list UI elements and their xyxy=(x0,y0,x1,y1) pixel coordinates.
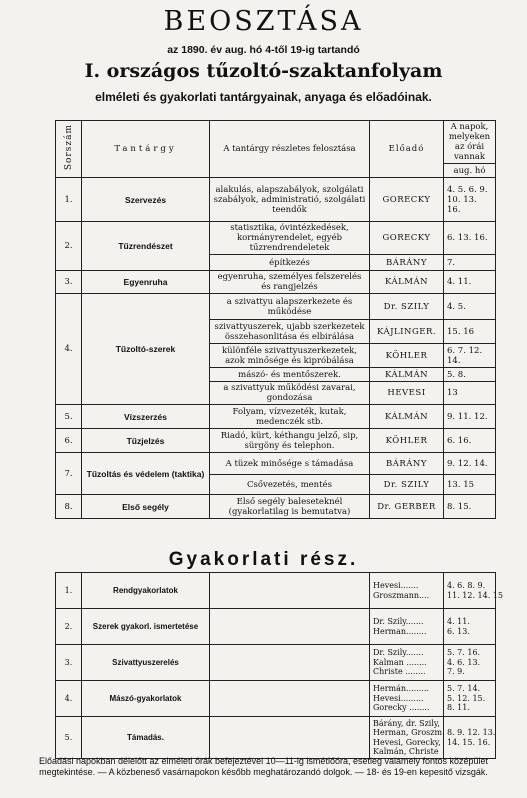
day-list: 4. 11. xyxy=(447,617,470,626)
lecture-days: 6. 13. 16. xyxy=(444,222,496,255)
subject-name: Egyenruha xyxy=(82,271,210,294)
table-row xyxy=(56,429,496,453)
lecturer-name: Hevesi....... xyxy=(373,581,419,590)
lecturer-name: Hermán......... xyxy=(373,684,429,694)
row-number: 3. xyxy=(56,645,82,681)
lecture-days: 4. 11. xyxy=(444,271,496,294)
day-list: 14. 15. 16. xyxy=(447,737,491,747)
lecturer-list xyxy=(370,717,444,759)
lecturer-name: KÁLMÁN xyxy=(370,271,444,294)
lecture-days: 15. 16 xyxy=(444,320,496,344)
lecturer-list xyxy=(370,681,444,717)
lecturer-name: KÖHLER xyxy=(370,429,444,453)
subject-detail: a szivattyu alapszerkezete és működése xyxy=(210,294,370,320)
day-list: 6. 13. xyxy=(447,626,470,636)
lecturer-list xyxy=(370,645,444,681)
document-subtitle: az 1890. év aug. hó 4-től 19-ig tartandó xyxy=(167,44,360,56)
row-number: 5. xyxy=(56,405,82,429)
lecturer-name: Dr. SZILY xyxy=(370,294,444,320)
lecturer-name: Kalmán, Christe xyxy=(373,747,439,756)
lecture-days: 4. 5. 6. 9. 10. 13. 16. xyxy=(444,178,496,222)
subject-detail: egyenruha, személyes felszerelés és rangjelzés xyxy=(210,271,370,294)
lecture-days: 13. 15 xyxy=(444,475,496,495)
row-number: 1. xyxy=(56,178,82,222)
lecture-days: 6. 7. 12. 14. xyxy=(444,344,496,368)
subject-detail: statisztika, óvintézkedések, kormányrendelet, egyéb tűzrendrendeletek xyxy=(210,222,370,255)
subject-detail: Riadó, kürt, kéthangu jelző, sip, sürgöny és telephon. xyxy=(210,429,370,453)
lecturer-name: BÁRÁNY xyxy=(370,255,444,271)
row-number: 8. xyxy=(56,495,82,519)
day-list: 5. 7. 16. xyxy=(447,648,481,658)
lecture-days: 13 xyxy=(444,382,496,405)
lecturer-name: KÁLMÁN xyxy=(370,405,444,429)
lecturer-name: KÁLMÁN xyxy=(370,368,444,382)
subject-name: Első segély xyxy=(82,495,210,519)
subject-detail: Folyam, vízvezeték, kutak, medenczék stb. xyxy=(210,405,370,429)
table-row xyxy=(56,453,496,475)
subject-detail: alakulás, alapszabályok, szolgálati szabályok, administratió, szolgálati teendők xyxy=(210,178,370,222)
subject-detail: a szivattyuk működési zavarai, gondozása xyxy=(210,382,370,405)
row-number: 4. xyxy=(56,681,82,717)
table-row xyxy=(56,573,496,609)
empty-cell xyxy=(210,573,370,609)
lecturer-name: Bárány, dr. Szily, xyxy=(373,718,440,728)
lecturer-name: BÁRÁNY xyxy=(370,453,444,475)
column-header-detail: A tantárgy részletes felosztása xyxy=(210,121,370,178)
table-row xyxy=(56,645,496,681)
lecturer-name: Herman, Groszm. xyxy=(373,728,445,737)
lecture-days: 4. 5. xyxy=(444,294,496,320)
day-list: 11. 12. 14. 15 xyxy=(447,590,503,600)
table-row xyxy=(56,609,496,645)
row-number: 7. xyxy=(56,453,82,495)
lecturer-name: KÖHLER xyxy=(370,344,444,368)
empty-cell xyxy=(210,681,370,717)
practical-schedule-table xyxy=(55,572,503,759)
lecturer-name: Christe ........ xyxy=(373,667,426,677)
table-row xyxy=(56,294,496,320)
lecturer-name: Gorecky ........ xyxy=(373,703,430,713)
row-number: 5. xyxy=(56,717,82,759)
subject-detail: mászó- és mentőszerek. xyxy=(210,368,370,382)
lecturer-name: GORECKY xyxy=(370,222,444,255)
day-list: 5. 12. 15. xyxy=(447,693,486,703)
lecturer-list xyxy=(370,573,444,609)
practical-section-title: Gyakorlati rész. xyxy=(168,549,359,570)
lecturer-name: Hevesi, Gorecky, xyxy=(373,737,441,747)
lecturer-list xyxy=(370,609,444,645)
empty-cell xyxy=(210,645,370,681)
day-list: 5. 7. 14. xyxy=(447,684,481,694)
table-row xyxy=(56,271,496,294)
lecturer-name: Dr. GERBER xyxy=(370,495,444,519)
document-title: BEOSZTÁSA xyxy=(163,6,364,37)
lecture-days: 9. 12. 14. xyxy=(444,453,496,475)
row-number: 6. xyxy=(56,429,82,453)
subject-name: Tűzoltás és védelem (taktika) xyxy=(82,453,210,495)
subject-detail: Első segély baleseteknél (gyakorlatilag is bemutatva) xyxy=(210,495,370,519)
lecturer-name: KÁJLINGER. xyxy=(370,320,444,344)
lecture-days xyxy=(444,681,496,717)
row-number: 2. xyxy=(56,222,82,271)
lecture-days xyxy=(444,609,496,645)
day-list: 4. 6. 8. 9. xyxy=(447,581,486,590)
subject-name: Támadás. xyxy=(82,717,210,759)
lecturer-name: Dr. Szily....... xyxy=(373,648,424,658)
lecture-days: 7. xyxy=(444,255,496,271)
lecture-days xyxy=(444,645,496,681)
empty-cell xyxy=(210,717,370,759)
column-header-month: aug. hó xyxy=(444,164,496,178)
subject-detail: szivattyuszerek, ujabb szerkezetek összehasonlitása és elbirálása xyxy=(210,320,370,344)
subject-name: Szerek gyakorl. ismertetése xyxy=(82,609,210,645)
course-title: I. országos tűzoltó-szaktanfolyam xyxy=(84,60,443,82)
lecturer-name: Groszmann.... xyxy=(373,590,430,600)
lecturer-name: HEVESI xyxy=(370,382,444,405)
row-number: 1. xyxy=(56,573,82,609)
lecture-days xyxy=(444,717,496,759)
column-header-number: Sorszám xyxy=(56,121,82,178)
subject-name: Tűzrendészet xyxy=(82,222,210,271)
subject-name: Szivattyuszerelés xyxy=(82,645,210,681)
day-list: 8. 9. 12. 13. xyxy=(447,728,496,737)
day-list: 7. 9. xyxy=(447,667,465,677)
row-number: 2. xyxy=(56,609,82,645)
lecture-days: 5. 8. xyxy=(444,368,496,382)
lecturer-name: Dr. SZILY xyxy=(370,475,444,495)
subject-name: Mászó-gyakorlatok xyxy=(82,681,210,717)
lecturer-name: GORECKY xyxy=(370,178,444,222)
subject-detail: különféle szivattyuszerkezetek, azok minősége és kipróbálása xyxy=(210,344,370,368)
course-description: elméleti és gyakorlati tantárgyainak, anyaga és előadóinak. xyxy=(95,90,432,104)
lecture-days: 6. 16. xyxy=(444,429,496,453)
lecture-days: 9. 11. 12. xyxy=(444,405,496,429)
lecturer-name: Hevesi......... xyxy=(373,693,424,703)
day-list: 4. 6. 13. xyxy=(447,657,481,667)
row-number: 3. xyxy=(56,271,82,294)
lecturer-name: Kalman ........ xyxy=(373,657,427,667)
subject-detail: A tüzek minősége s támadása xyxy=(210,453,370,475)
table-row xyxy=(56,222,496,255)
lecture-days xyxy=(444,573,503,609)
table-row xyxy=(56,178,496,222)
theory-schedule-table xyxy=(55,120,496,519)
column-header-days: A napok, melyeken az órái vannak xyxy=(444,121,496,164)
subject-name: Vízszerzés xyxy=(82,405,210,429)
lecturer-name: Dr. Szily....... xyxy=(373,617,424,626)
row-number: 4. xyxy=(56,294,82,405)
subject-name: Tűzoltó-szerek xyxy=(82,294,210,405)
day-list: 8. 11. xyxy=(447,703,470,713)
subject-detail: építkezés xyxy=(210,255,370,271)
subject-name: Tűzjelzés xyxy=(82,429,210,453)
empty-cell xyxy=(210,609,370,645)
lecturer-name: Herman........ xyxy=(373,626,427,636)
column-header-lecturer: Előadó xyxy=(370,121,444,178)
lecture-days: 8. 15. xyxy=(444,495,496,519)
subject-name: Rendgyakorlatok xyxy=(82,573,210,609)
table-row xyxy=(56,405,496,429)
column-header-subject: Tantárgy xyxy=(82,121,210,178)
subject-name: Szervezés xyxy=(82,178,210,222)
table-row xyxy=(56,495,496,519)
subject-detail: Csővezetés, mentés xyxy=(210,475,370,495)
table-row xyxy=(56,681,496,717)
table-row xyxy=(56,717,496,759)
footnote: Előadási napokban délelőtt az elméleti órák befejeztével 10—11-ig ismétlőóra, esetleg valamely fontos középület megtekintése. — A közbeneső vasárnapokon később meghatározandó dolgok. — 18- és 19-en kepesitő vizsgák. xyxy=(38,756,489,777)
